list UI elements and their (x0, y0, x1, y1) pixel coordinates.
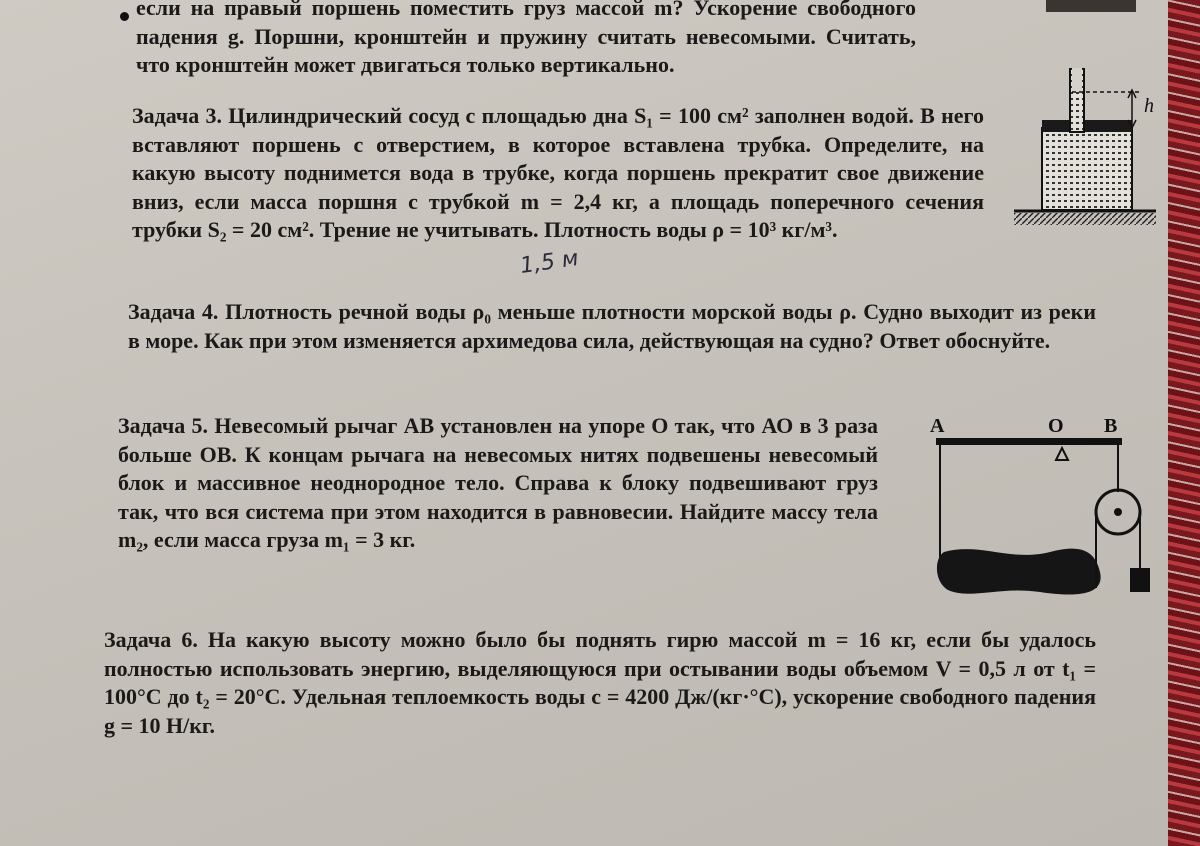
task-5 (118, 412, 878, 555)
bullet-dot (120, 12, 129, 21)
task-prev-body: если на правый поршень поместить груз массой m? Ускорение свободного падения g. Поршни, кронштейн и пружину считать невесомыми. Считать, что кронштейн может двигаться только вертикально. (136, 0, 916, 77)
task-4-label: Задача 4. (128, 299, 219, 324)
tube-air (1072, 68, 1082, 92)
pulley-axle (1114, 508, 1122, 516)
fulcrum (1056, 448, 1068, 460)
task-5-text: Невесомый рычаг АВ установлен на упоре О так, что АО в 3 раза больше ОВ. К концам рычага на невесомых нитях подвешены невесомый блок и массивное неоднородное тело. Справа к блоку подвешивают груз так, что вся система при этом находится в равновесии. Найдите массу тела m₂, если масса груза m₁ = 3 кг. (118, 413, 878, 552)
label-b: В (1104, 415, 1118, 437)
task-6 (104, 626, 1096, 740)
task-6-text: На какую высоту можно было бы поднять гирю массой m = 16 кг, если бы удалось полностью использовать энергию, выделяющуюся при остывании воды объемом V = 0,5 л от t₁ = 100°С до t₂ = 20°С. Удельная теплоемкость воды c = 4200 Дж/(кг·°С), ускорение свободного падения g = 10 Н/кг. (104, 627, 1097, 738)
weight-m1 (1130, 568, 1150, 592)
task-4 (128, 298, 1096, 355)
ground-hatch (1014, 213, 1156, 225)
vessel-body (1042, 128, 1132, 210)
binder-edge (1168, 0, 1200, 846)
piston (1042, 120, 1132, 132)
handwritten-answer: 1,5 м (518, 246, 581, 279)
lever-figure (920, 412, 1160, 622)
page-corner-shadow (1046, 0, 1136, 12)
task-5-label: Задача 5. (118, 413, 209, 438)
label-h: h (1144, 95, 1154, 117)
task-3 (132, 102, 984, 245)
vessel-figure (1010, 68, 1160, 238)
task-3-text: Цилиндрический сосуд с площадью дна S₁ = 100 см² заполнен водой. В него вставляют поршень с отверстием, в которое вставлена трубка. Определите, на какую высоту поднимется вода в трубке, когда поршень прекратит свое движение вниз, если масса поршня с трубкой m = 2,4 кг, а площадь поперечного сечения трубки S₂ = 20 см². Трение не учитывать. Плотность воды ρ = 10³ кг/м³. (132, 103, 984, 242)
lever-bar (936, 438, 1122, 445)
task-6-label: Задача 6. (104, 627, 198, 652)
task-prev-text (136, 0, 916, 80)
label-o: О (1048, 415, 1064, 437)
label-a: А (930, 415, 945, 437)
massive-body (937, 549, 1101, 595)
task-4-text: Плотность речной воды ρ₀ меньше плотности морской воды ρ. Судно выходит из реки в море. Как при этом изменяется архимедова сила, действующая на судно? Ответ обоснуйте. (128, 299, 1096, 353)
task-3-label: Задача 3. (132, 103, 223, 128)
